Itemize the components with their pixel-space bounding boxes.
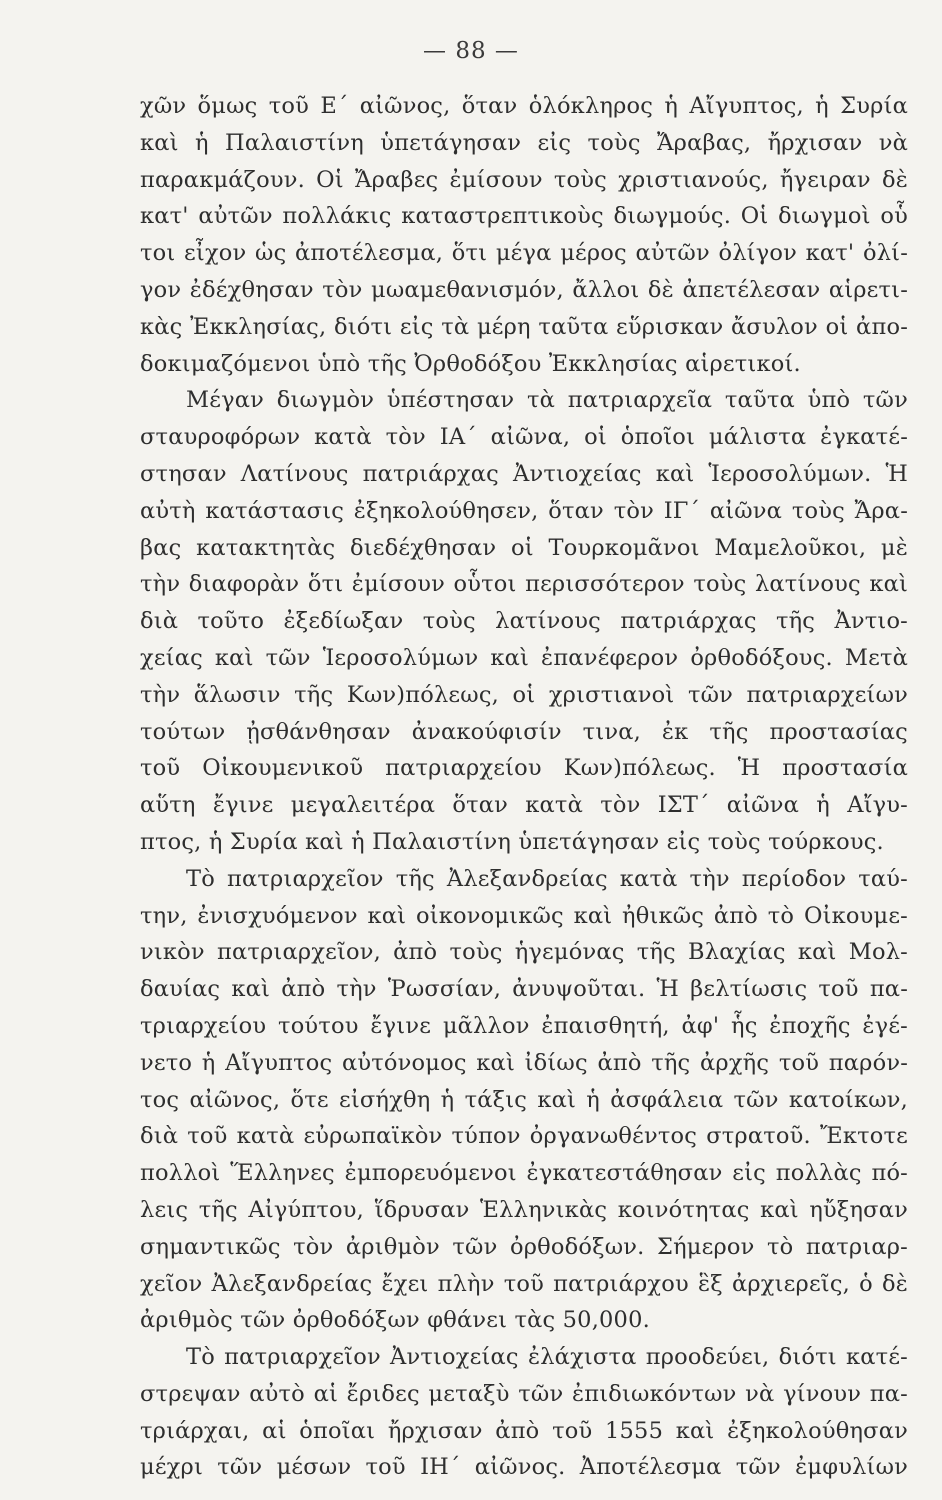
text-line: στρεψαν αὐτὸ αἱ ἔριδες μεταξὺ τῶν ἐπιδιωκόντων νὰ γίνουν πα- (140, 1380, 908, 1407)
text-line: τριάρχαι, αἱ ὁποῖαι ἤρχισαν ἀπὸ τοῦ 1555 καὶ ἐξηκολούθησαν (140, 1417, 908, 1444)
text-line: σταυροφόρων κατὰ τὸν ΙΑ΄ αἰῶνα, οἱ ὁποῖοι μάλιστα ἐγκατέ- (140, 424, 908, 451)
text-line: γον ἐδέχθησαν τὸν μωαμεθανισμόν, ἄλλοι δὲ ἀπετέλεσαν αἱρετι- (140, 276, 908, 303)
text-line: δαυίας καὶ ἀπὸ τὴν Ῥωσσίαν, ἀνυψοῦται. Ἡ βελτίωσις τοῦ πα- (140, 976, 908, 1003)
text-line: νικὸν πατριαρχεῖον, ἀπὸ τοὺς ἡγεμόνας τῆς Βλαχίας καὶ Μολ- (140, 939, 908, 966)
text-line: πολλοὶ Ἕλληνες ἐμπορευόμενοι ἐγκατεστάθησαν εἰς πολλὰς πό- (140, 1160, 908, 1187)
page-number: — 88 — (423, 38, 519, 64)
text-line: διὰ τοῦ κατὰ εὐρωπαϊκὸν τύπον ὀργανωθέντος στρατοῦ. Ἔκτοτε (140, 1123, 908, 1150)
text-line: κατ' αὐτῶν πολλάκις καταστρεπτικοὺς διωγμούς. Οἱ διωγμοὶ οὗ (140, 203, 908, 230)
text-line: πτος, ἡ Συρία καὶ ἡ Παλαιστίνη ὑπετάγησαν εἰς τοὺς τούρκους. (140, 828, 884, 855)
text-line: μέχρι τῶν μέσων τοῦ ΙΗ΄ αἰῶνος. Ἀποτέλεσμα τῶν ἐμφυλίων (140, 1454, 908, 1481)
text-line: αὐτὴ κατάστασις ἐξηκολούθησεν, ὅταν τὸν ΙΓ΄ αἰῶνα τοὺς Ἄρα- (140, 497, 908, 524)
text-line: καὶ ἡ Παλαιστίνη ὑπετάγησαν εἰς τοὺς Ἄραβας, ἤρχισαν νὰ (140, 129, 908, 156)
text-line: Μέγαν διωγμὸν ὑπέστησαν τὰ πατριαρχεῖα ταῦτα ὑπὸ τῶν (186, 387, 908, 414)
text-line: την, ἐνισχυόμενον καὶ οἰκονομικῶς καὶ ἠθικῶς ἀπὸ τὸ Οἰκουμε- (140, 902, 908, 929)
text-line: χεῖον Ἀλεξανδρείας ἔχει πλὴν τοῦ πατριάρχου ἓξ ἀρχιερεῖς, ὁ δὲ (140, 1270, 908, 1297)
text-line: νετο ἡ Αἴγυπτος αὐτόνομος καὶ ἰδίως ἀπὸ τῆς ἀρχῆς τοῦ παρόν- (140, 1049, 908, 1076)
text-line: χῶν ὅμως τοῦ Ε΄ αἰῶνος, ὅταν ὁλόκληρος ἡ Αἴγυπτος, ἡ Συρία (140, 93, 908, 119)
text-line: τούτων ᾐσθάνθησαν ἀνακούφισίν τινα, ἐκ τῆς προστασίας (140, 718, 908, 745)
text-line: αὕτη ἔγινε μεγαλειτέρα ὅταν κατὰ τὸν ΙΣΤ΄ αἰῶνα ἡ Αἴγυ- (140, 792, 908, 819)
text-line: διὰ τοῦτο ἐξεδίωξαν τοὺς λατίνους πατριάρχας τῆς Ἀντιο- (140, 608, 908, 635)
text-line: τὴν ἅλωσιν τῆς Κων)πόλεως, οἱ χριστιανοὶ τῶν πατριαρχείων (140, 681, 908, 708)
text-line: τοῦ Οἰκουμενικοῦ πατριαρχείου Κων)πόλεως. Ἡ προστασία (140, 755, 908, 782)
text-line: κὰς Ἐκκλησίας, διότι εἰς τὰ μέρη ταῦτα εὕρισκαν ἄσυλον οἱ ἀπο- (140, 313, 908, 340)
text-line: Τὸ πατριαρχεῖον Ἀντιοχείας ἐλάχιστα προοδεύει, διότι κατέ- (186, 1344, 908, 1371)
text-line: παρακμάζουν. Οἱ Ἄραβες ἐμίσουν τοὺς χριστιανούς, ἤγειραν δὲ (140, 166, 908, 193)
text-line: τὴν διαφορὰν ὅτι ἐμίσουν οὗτοι περισσότερον τοὺς λατίνους καὶ (140, 571, 908, 598)
text-line: λεις τῆς Αἰγύπτου, ἵδρυσαν Ἑλληνικὰς κοινότητας καὶ ηὔξησαν (140, 1196, 908, 1223)
text-line: τος αἰῶνος, ὅτε εἰσήχθη ἡ τάξις καὶ ἡ ἀσφάλεια τῶν κατοίκων, (140, 1086, 908, 1113)
body-text (140, 88, 908, 1486)
text-line: τριαρχείου τούτου ἔγινε μᾶλλον ἐπαισθητή, ἀφ' ἧς ἐποχῆς ἐγέ- (140, 1012, 908, 1039)
text-line: Τὸ πατριαρχεῖον τῆς Ἀλεξανδρείας κατὰ τὴν περίοδον ταύ- (186, 865, 908, 892)
text-line: χείας καὶ τῶν Ἱεροσολύμων καὶ ἐπανέφερον ὀρθοδόξους. Μετὰ (140, 644, 908, 671)
text-line: βας κατακτητὰς διεδέχθησαν οἱ Τουρκομᾶνοι Μαμελοῦκοι, μὲ (140, 534, 908, 561)
text-line: τοι εἶχον ὡς ἀποτέλεσμα, ὅτι μέγα μέρος αὐτῶν ὀλίγον κατ' ὀλί- (140, 240, 908, 267)
text-line: δοκιμαζόμενοι ὑπὸ τῆς Ὀρθοδόξου Ἐκκλησίας αἱρετικοί. (140, 350, 801, 377)
text-line: στησαν Λατίνους πατριάρχας Ἀντιοχείας καὶ Ἱεροσολύμων. Ἡ (140, 460, 908, 487)
text-line: σημαντικῶς τὸν ἀριθμὸν τῶν ὀρθοδόξων. Σήμερον τὸ πατριαρ- (140, 1233, 908, 1260)
text-line: ἀριθμὸς τῶν ὀρθοδόξων φθάνει τὰς 50,000. (140, 1307, 650, 1334)
